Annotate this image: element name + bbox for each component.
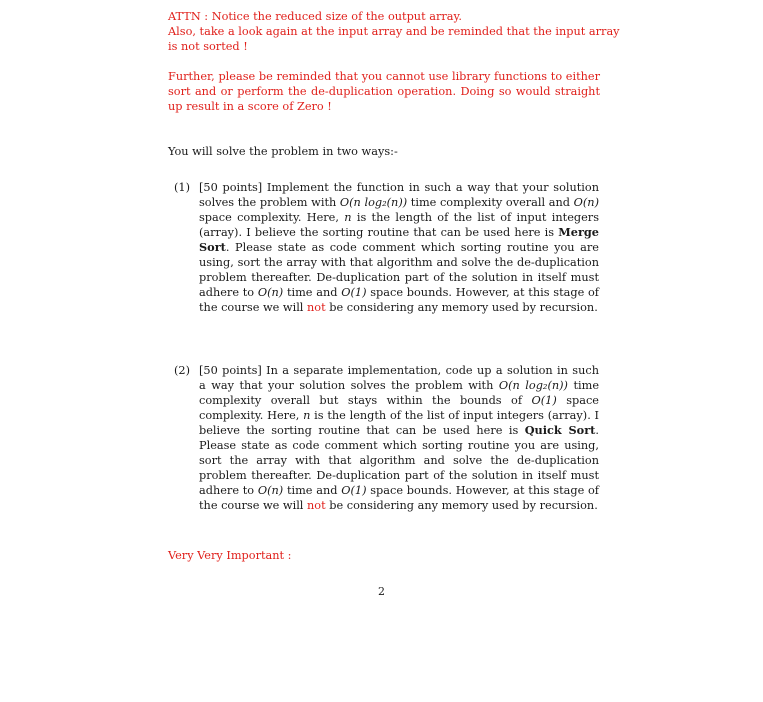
attn-line-1: ATTN : Notice the reduced size of the output array.: [168, 10, 462, 23]
item-1-text-h: be considering any memory used by recursion.: [325, 301, 598, 314]
item-2-text-g: space bounds. However, at this stage of the course we will: [199, 484, 599, 512]
item-2-not-word: not: [307, 499, 326, 512]
item-2-dedup-time: O(n): [257, 484, 284, 497]
item-1-text-c: space complexity. Here,: [199, 211, 345, 224]
item-1-text-a: [50 points] Implement the function in such a way that your solution solves the problem with: [199, 181, 599, 209]
item-2-text-a: [50 points] In a separate implementation, code up a solution in such a way that your solution solves the problem with: [199, 364, 599, 392]
attn-notice: [168, 9, 620, 54]
item-2-text-c: space complexity. Here,: [199, 394, 599, 422]
item-1-text-e: . Please state as code comment which sorting routine you are using, sort the array with that algorithm and solve the de-duplication problem thereafter. De-duplication part of the solution in itself must adhere to: [199, 241, 599, 299]
item-2-text-e: . Please state as code comment which sorting routine you are using, sort the array with that algorithm and solve the de-duplication problem thereafter. De-duplication part of the solution in itself must adhere to: [199, 424, 599, 497]
item-2-body: [199, 363, 599, 513]
item-1-complexity-space: O(n): [573, 196, 599, 209]
attn-line-2: Also, take a look again at the input array and be reminded that the input array: [168, 25, 620, 38]
item-1-text-d: is the length of the list of input integers (array). I believe the sorting routine that can be used here is: [199, 211, 599, 239]
item-1-text-b: time complexity overall and: [407, 196, 574, 209]
item-2-algorithm: Quick Sort: [524, 423, 596, 437]
item-2-text-f: time and: [283, 484, 342, 497]
item-1-text-f: time and: [283, 286, 342, 299]
item-1-text-g: space bounds. However, at this stage of the course we will: [199, 286, 599, 314]
item-1-dedup-space: O(1): [341, 286, 367, 299]
item-2-complexity-space: O(1): [531, 394, 557, 407]
item-1-body: [199, 180, 599, 315]
item-1-number: (1): [174, 181, 191, 194]
item-2-text-b: time complexity overall but stays within the bounds of: [199, 379, 599, 407]
item-1-algorithm: Merge Sort: [199, 225, 599, 254]
page-number: 2: [378, 585, 385, 598]
item-1-not-word: not: [307, 301, 326, 314]
item-2-dedup-space: O(1): [341, 484, 367, 497]
list-item-2: [174, 363, 599, 513]
item-1-var-n: n: [344, 211, 352, 224]
item-2-text-d: is the length of the list of input integers (array). I believe the sorting routine that can be used here is: [199, 409, 600, 437]
item-2-var-n: n: [303, 409, 311, 422]
item-2-number: (2): [174, 364, 191, 377]
item-2-text-h: be considering any memory used by recursion.: [325, 499, 598, 512]
important-heading: Very Very Important :: [168, 549, 292, 562]
attn-line-3: is not sorted !: [168, 40, 248, 53]
item-1-dedup-time: O(n): [257, 286, 284, 299]
item-1-complexity-time: O(n log₂(n)): [339, 196, 408, 209]
list-item-1: [174, 180, 599, 315]
intro-text: You will solve the problem in two ways:-: [168, 145, 398, 158]
item-2-complexity-time: O(n log₂(n)): [498, 379, 568, 392]
further-warning: Further, please be reminded that you cannot use library functions to either sort and or perform the de-duplication operation. Doing so would straight up result in a score of Zero !: [168, 70, 600, 113]
